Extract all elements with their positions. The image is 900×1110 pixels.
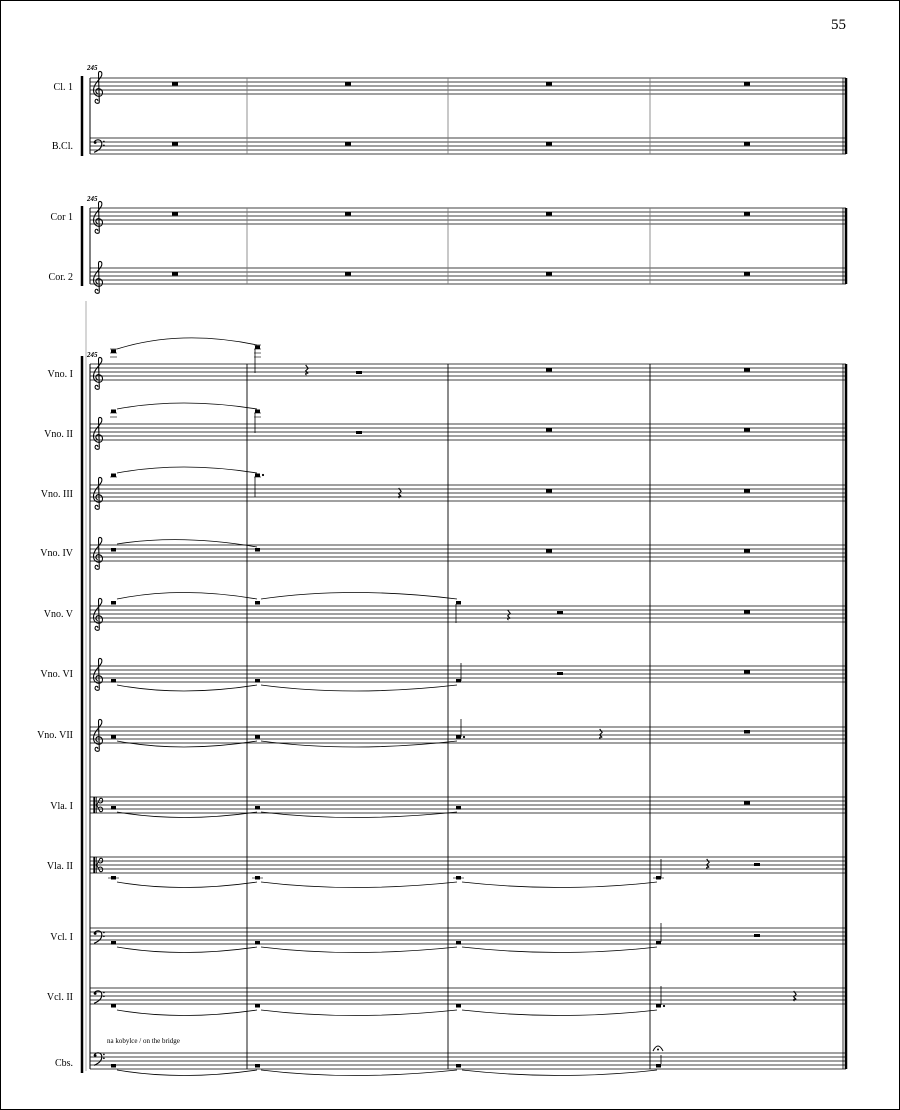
bass-clef-icon [94, 1053, 105, 1066]
staff-cello-1-notes [111, 923, 760, 953]
staff-label-violin-6: Vno. VI [40, 669, 73, 680]
staff-violin-2-notes [110, 403, 750, 434]
staff-violin-4-notes [111, 540, 750, 553]
staff-label-viola-1: Vla. I [50, 801, 73, 812]
fermata-dot [657, 1049, 659, 1051]
treble-clef-icon [94, 357, 103, 389]
staff-label-violin-2: Vno. II [44, 429, 73, 440]
system-woodwinds [82, 71, 846, 156]
staff-label-cello-2: Vcl. II [46, 992, 73, 1003]
page-number: 55 [831, 17, 846, 33]
treble-clef-icon [94, 71, 103, 103]
staff-label-clarinet-1: Cl. 1 [53, 82, 73, 93]
treble-clef-icon [94, 261, 103, 293]
measure-number-horns: 245 [87, 195, 98, 203]
staff-label-violin-7: Vno. VII [37, 730, 73, 741]
staff-label-horn-1: Cor 1 [50, 212, 73, 223]
score-notation [1, 1, 899, 1109]
staff-label-cello-1: Vcl. I [50, 932, 73, 943]
staff-label-violin-5: Vno. V [43, 609, 73, 620]
staff-violin-5-notes [111, 593, 750, 624]
staff-label-violin-3: Vno. III [40, 489, 73, 500]
measure-number-woodwinds: 245 [87, 64, 98, 72]
system-strings [82, 301, 846, 1076]
whole-rests [172, 212, 750, 276]
staff-label-bass-clarinet: B.Cl. [51, 141, 73, 152]
system-horns [82, 201, 846, 293]
treble-clef-icon [94, 201, 103, 233]
staff-violin-1-notes [110, 338, 750, 375]
bass-clef-icon [94, 991, 105, 1004]
staff-cello-2-notes [111, 986, 796, 1016]
treble-clef-icon [94, 417, 103, 449]
staff-violin-6-notes [111, 663, 750, 691]
staff-label-horn-2: Cor. 2 [48, 272, 73, 283]
staff-label-contrabass: Cbs. [54, 1058, 73, 1069]
performance-instruction: na kobylce / on the bridge [107, 1037, 180, 1045]
whole-rests [172, 82, 750, 146]
measure-number-strings: 245 [87, 351, 98, 359]
bass-clef-icon [94, 931, 105, 944]
staff-label-viola-2: Vla. II [46, 861, 73, 872]
staff-label-violin-1: Vno. I [47, 369, 73, 380]
staff-label-violin-4: Vno. IV [40, 548, 73, 559]
